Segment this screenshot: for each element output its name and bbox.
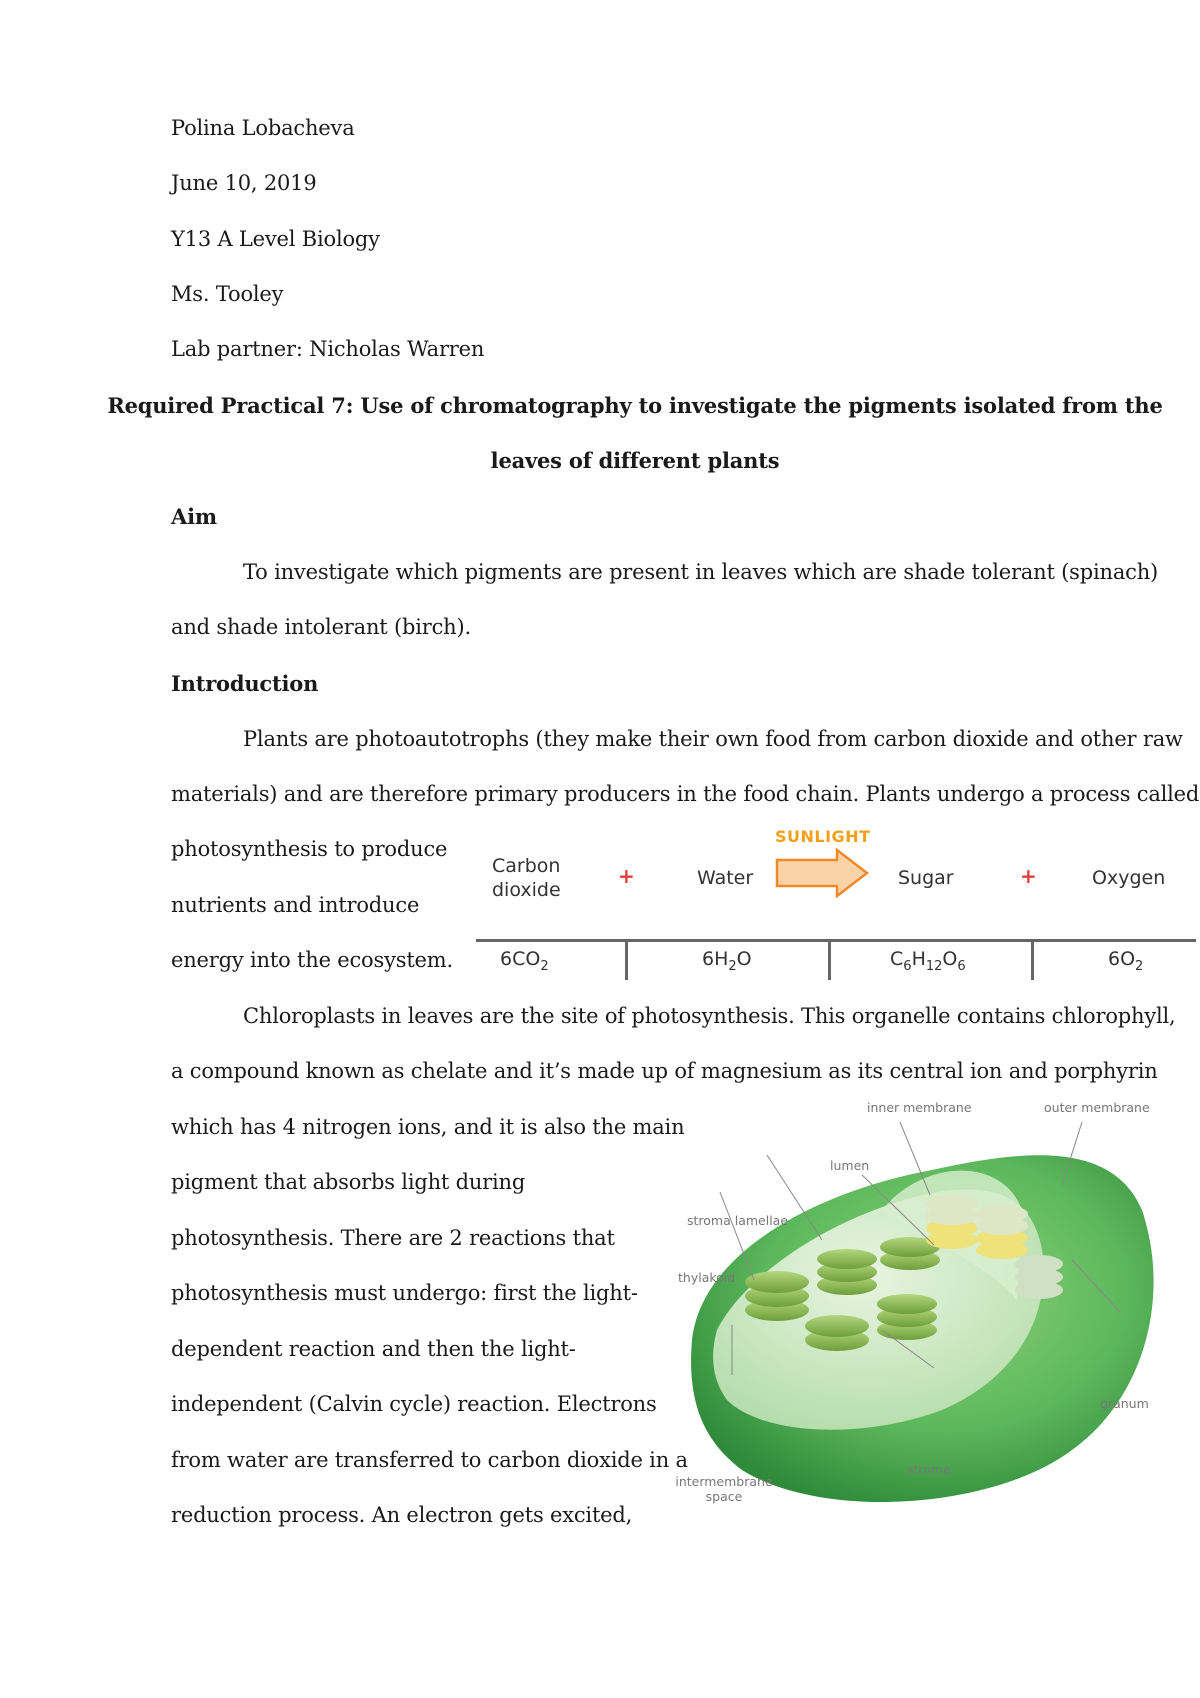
lab-partner: Lab partner: Nicholas Warren <box>171 337 485 361</box>
equation-separator <box>828 942 831 980</box>
equation-separator <box>1031 942 1034 980</box>
formula-sugar <box>890 948 966 974</box>
intro-p2-line: reduction process. An electron gets excited, <box>171 1503 633 1527</box>
formula-sugar-sub: 6 <box>903 958 912 974</box>
equation-word-oxygen: Oxygen <box>1092 867 1166 889</box>
equation-divider <box>476 939 1196 942</box>
intro-p1-line: nutrients and introduce <box>171 893 420 917</box>
chloroplast-diagram <box>672 1100 1172 1525</box>
sunlight-label: SUNLIGHT <box>775 827 871 846</box>
formula-h2o <box>702 948 752 974</box>
date: June 10, 2019 <box>171 171 317 195</box>
aim-line-1: To investigate which pigments are present in leaves which are shade tolerant (spinach) <box>243 560 1159 584</box>
formula-o2 <box>1108 948 1143 974</box>
formula-co2-main: 6CO <box>500 948 541 970</box>
formula-sugar-sub: 6 <box>957 958 966 974</box>
formula-co2-sub: 2 <box>540 958 549 974</box>
equation-plus: + <box>1020 864 1037 888</box>
formula-o2-sub: 2 <box>1135 958 1144 974</box>
intro-p2-line: pigment that absorbs light during <box>171 1170 526 1194</box>
label-thylakoid: thylakoid <box>678 1270 736 1285</box>
equation-word-sugar: Sugar <box>898 867 954 889</box>
teacher: Ms. Tooley <box>171 282 284 306</box>
arrow-icon <box>775 848 870 898</box>
label-outer-membrane: outer membrane <box>1044 1100 1150 1115</box>
intro-p1-line: materials) and are therefore primary producers in the food chain. Plants undergo a process called <box>171 782 1200 806</box>
equation-word-carbon-2: dioxide <box>492 879 561 901</box>
photosynthesis-equation-figure <box>470 822 1200 982</box>
intro-p2-line: Chloroplasts in leaves are the site of photosynthesis. This organelle contains chlorophyll, <box>243 1004 1176 1028</box>
label-stroma-lamellae: stroma lamellae <box>687 1213 789 1228</box>
formula-h2o-sub: 2 <box>728 958 737 974</box>
formula-o2-main: 6O <box>1108 948 1136 970</box>
intro-heading: Introduction <box>171 671 319 696</box>
intro-p2-line: a compound known as chelate and it’s made up of magnesium as its central ion and porphyrin <box>171 1059 1158 1083</box>
title-line-1: Required Practical 7: Use of chromatography to investigate the pigments isolated from the <box>107 393 1163 418</box>
aim-line-2: and shade intolerant (birch). <box>171 615 471 639</box>
course: Y13 A Level Biology <box>171 227 380 251</box>
equation-word-carbon-1: Carbon <box>492 855 561 877</box>
intro-p1-line: Plants are photoautotrophs (they make their own food from carbon dioxide and other raw <box>243 727 1183 751</box>
equation-word-carbon <box>492 854 561 902</box>
aim-heading: Aim <box>171 504 217 529</box>
label-intermembrane: intermembrane <box>675 1474 773 1489</box>
formula-h2o-a: 6H <box>702 948 729 970</box>
equation-plus: + <box>618 864 635 888</box>
formula-co2 <box>500 948 549 974</box>
intro-p2-line: independent (Calvin cycle) reaction. Electrons <box>171 1392 657 1416</box>
label-space: space <box>705 1489 743 1504</box>
intro-p1-line: photosynthesis to produce <box>171 837 448 861</box>
label-stroma: stroma <box>907 1462 951 1477</box>
intro-p2-line: photosynthesis must undergo: first the light- <box>171 1281 638 1305</box>
title-line-2: leaves of different plants <box>490 448 780 473</box>
label-intermembrane-space <box>674 1474 774 1504</box>
intro-p2-line: from water are transferred to carbon dioxide in a <box>171 1448 688 1472</box>
label-inner-membrane: inner membrane <box>867 1100 972 1115</box>
intro-p2-line: which has 4 nitrogen ions, and it is also the main <box>171 1115 685 1139</box>
equation-word-water: Water <box>697 867 754 889</box>
intro-p1-line: energy into the ecosystem. <box>171 948 453 972</box>
formula-h2o-b: O <box>736 948 752 970</box>
formula-sugar-sub: 12 <box>925 958 943 974</box>
author-name: Polina Lobacheva <box>171 116 355 140</box>
formula-sugar-h: H <box>911 948 926 970</box>
formula-sugar-o: O <box>942 948 958 970</box>
intro-p2-line: photosynthesis. There are 2 reactions that <box>171 1226 615 1250</box>
formula-sugar-c: C <box>890 948 904 970</box>
label-lumen: lumen <box>830 1158 870 1173</box>
intro-p2-line: dependent reaction and then the light- <box>171 1337 576 1361</box>
equation-separator <box>625 942 628 980</box>
label-granum: granum <box>1100 1396 1149 1411</box>
